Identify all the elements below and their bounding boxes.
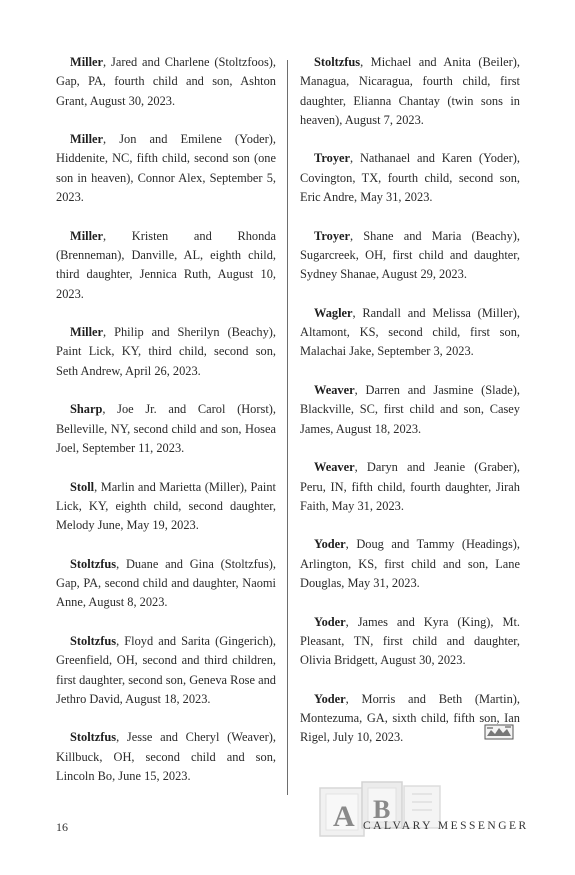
announcement-text: , Randall and Melissa (Miller), Altamont, KS, second child, first son, Malachai Jake, September 3, 2023. [300, 305, 520, 359]
birth-announcement [56, 400, 276, 458]
announcement-text: , Kristen and Rhonda (Brenneman), Danville, AL, eighth child, third daughter, Jennica Ruth, August 10, 2023. [56, 228, 276, 301]
birth-announcement [56, 478, 276, 536]
right-column [300, 53, 520, 767]
surname: Miller [70, 132, 104, 147]
birth-announcement [300, 227, 520, 285]
column-divider [287, 60, 288, 795]
surname: Yoder [314, 691, 346, 706]
birth-announcement [56, 728, 276, 786]
surname: Sharp [70, 402, 103, 417]
left-column [56, 53, 276, 806]
surname: Yoder [314, 537, 346, 552]
announcement-text: , Duane and Gina (Stoltzfus), Gap, PA, second child and daughter, Naomi Anne, August 8, 2023. [56, 556, 276, 610]
birth-announcement [56, 632, 276, 709]
birth-announcement [300, 304, 520, 362]
announcement-text: , Nathanael and Karen (Yoder), Covington, TX, fourth child, second son, Eric Andre, May 31, 2023. [300, 151, 520, 205]
announcement-text: , Daryn and Jeanie (Graber), Peru, IN, fifth child, fourth daughter, Jirah Faith, May 31, 2023. [300, 460, 520, 513]
birth-announcement [300, 535, 520, 593]
birth-announcement [56, 555, 276, 613]
surname: Yoder [314, 614, 346, 629]
birth-announcement [300, 613, 520, 671]
surname: Miller [70, 228, 104, 243]
surname: Miller [70, 325, 104, 340]
birth-announcement [300, 149, 520, 207]
surname: Weaver [314, 460, 355, 475]
page-number: 16 [56, 820, 68, 834]
surname: Stoll [70, 479, 95, 494]
surname: Stoltzfus [70, 633, 117, 648]
block-letter-b: B [373, 795, 391, 824]
announcement-text: , Jesse and Cheryl (Weaver), Killbuck, OH, second child and son, Lincoln Bo, June 15, 2023. [56, 730, 276, 783]
announcement-text: , Doug and Tammy (Headings), Arlington, KS, first child and son, Lane Douglas, May 31, 2023. [300, 537, 520, 591]
surname: Stoltzfus [314, 55, 361, 69]
publication-title: CALVARY MESSENGER [363, 820, 529, 832]
block-letter-a: A [333, 800, 355, 833]
announcement-text: , Morris and Beth (Martin), Montezuma, GA, sixth child, fifth son, Ian Rigel, July 10, 2023. [300, 691, 520, 745]
birth-announcement [56, 53, 276, 111]
surname: Troyer [314, 151, 351, 166]
announcement-text: , Darren and Jasmine (Slade), Blackville, SC, first child and son, Casey James, August 18, 2023. [300, 383, 520, 436]
surname: Stoltzfus [70, 556, 117, 571]
announcement-text: , Philip and Sherilyn (Beachy), Paint Lick, KY, third child, second son, Seth Andrew, April 26, 2023. [56, 325, 276, 378]
birth-announcement [300, 381, 520, 439]
surname: Troyer [314, 228, 351, 243]
birth-announcement [300, 53, 520, 130]
announcement-text: , Marlin and Marietta (Miller), Paint Lick, KY, eighth child, second daughter, Melody June, May 19, 2023. [56, 479, 276, 533]
birth-announcement [56, 130, 276, 207]
surname: Weaver [314, 383, 355, 398]
birth-announcement [300, 458, 520, 516]
announcement-text: , James and Kyra (King), Mt. Pleasant, TN, first child and daughter, Olivia Bridgett, August 30, 2023. [300, 614, 520, 668]
birth-announcement [56, 323, 276, 381]
surname: Miller [70, 55, 104, 69]
surname: Stoltzfus [70, 730, 117, 745]
announcement-text: , Jon and Emilene (Yoder), Hiddenite, NC, fifth child, second son (one son in heaven), Connor Alex, September 5, 2023. [56, 132, 276, 205]
announcement-text: , Shane and Maria (Beachy), Sugarcreek, OH, first child and daughter, Sydney Shanae, August 29, 2023. [300, 228, 520, 282]
surname: Wagler [314, 305, 353, 320]
birth-announcement [56, 227, 276, 304]
end-of-section-icon [484, 724, 514, 740]
announcement-text: , Joe Jr. and Carol (Horst), Belleville, NY, second child and son, Hosea Joel, September 11, 2023. [56, 402, 276, 455]
announcement-text: , Michael and Anita (Beiler), Managua, Nicaragua, fourth child, first daughter, Elianna Chantay (twin sons in heaven), August 7, 2023. [300, 55, 520, 127]
announcement-text: , Jared and Charlene (Stoltzfoos), Gap, PA, fourth child and son, Ashton Grant, August 30, 2023. [56, 55, 276, 108]
announcement-text: , Floyd and Sarita (Gingerich), Greenfield, OH, second and third children, first daughter, second son, Geneva Rose and Jethro David, August 18, 2023. [56, 633, 276, 706]
